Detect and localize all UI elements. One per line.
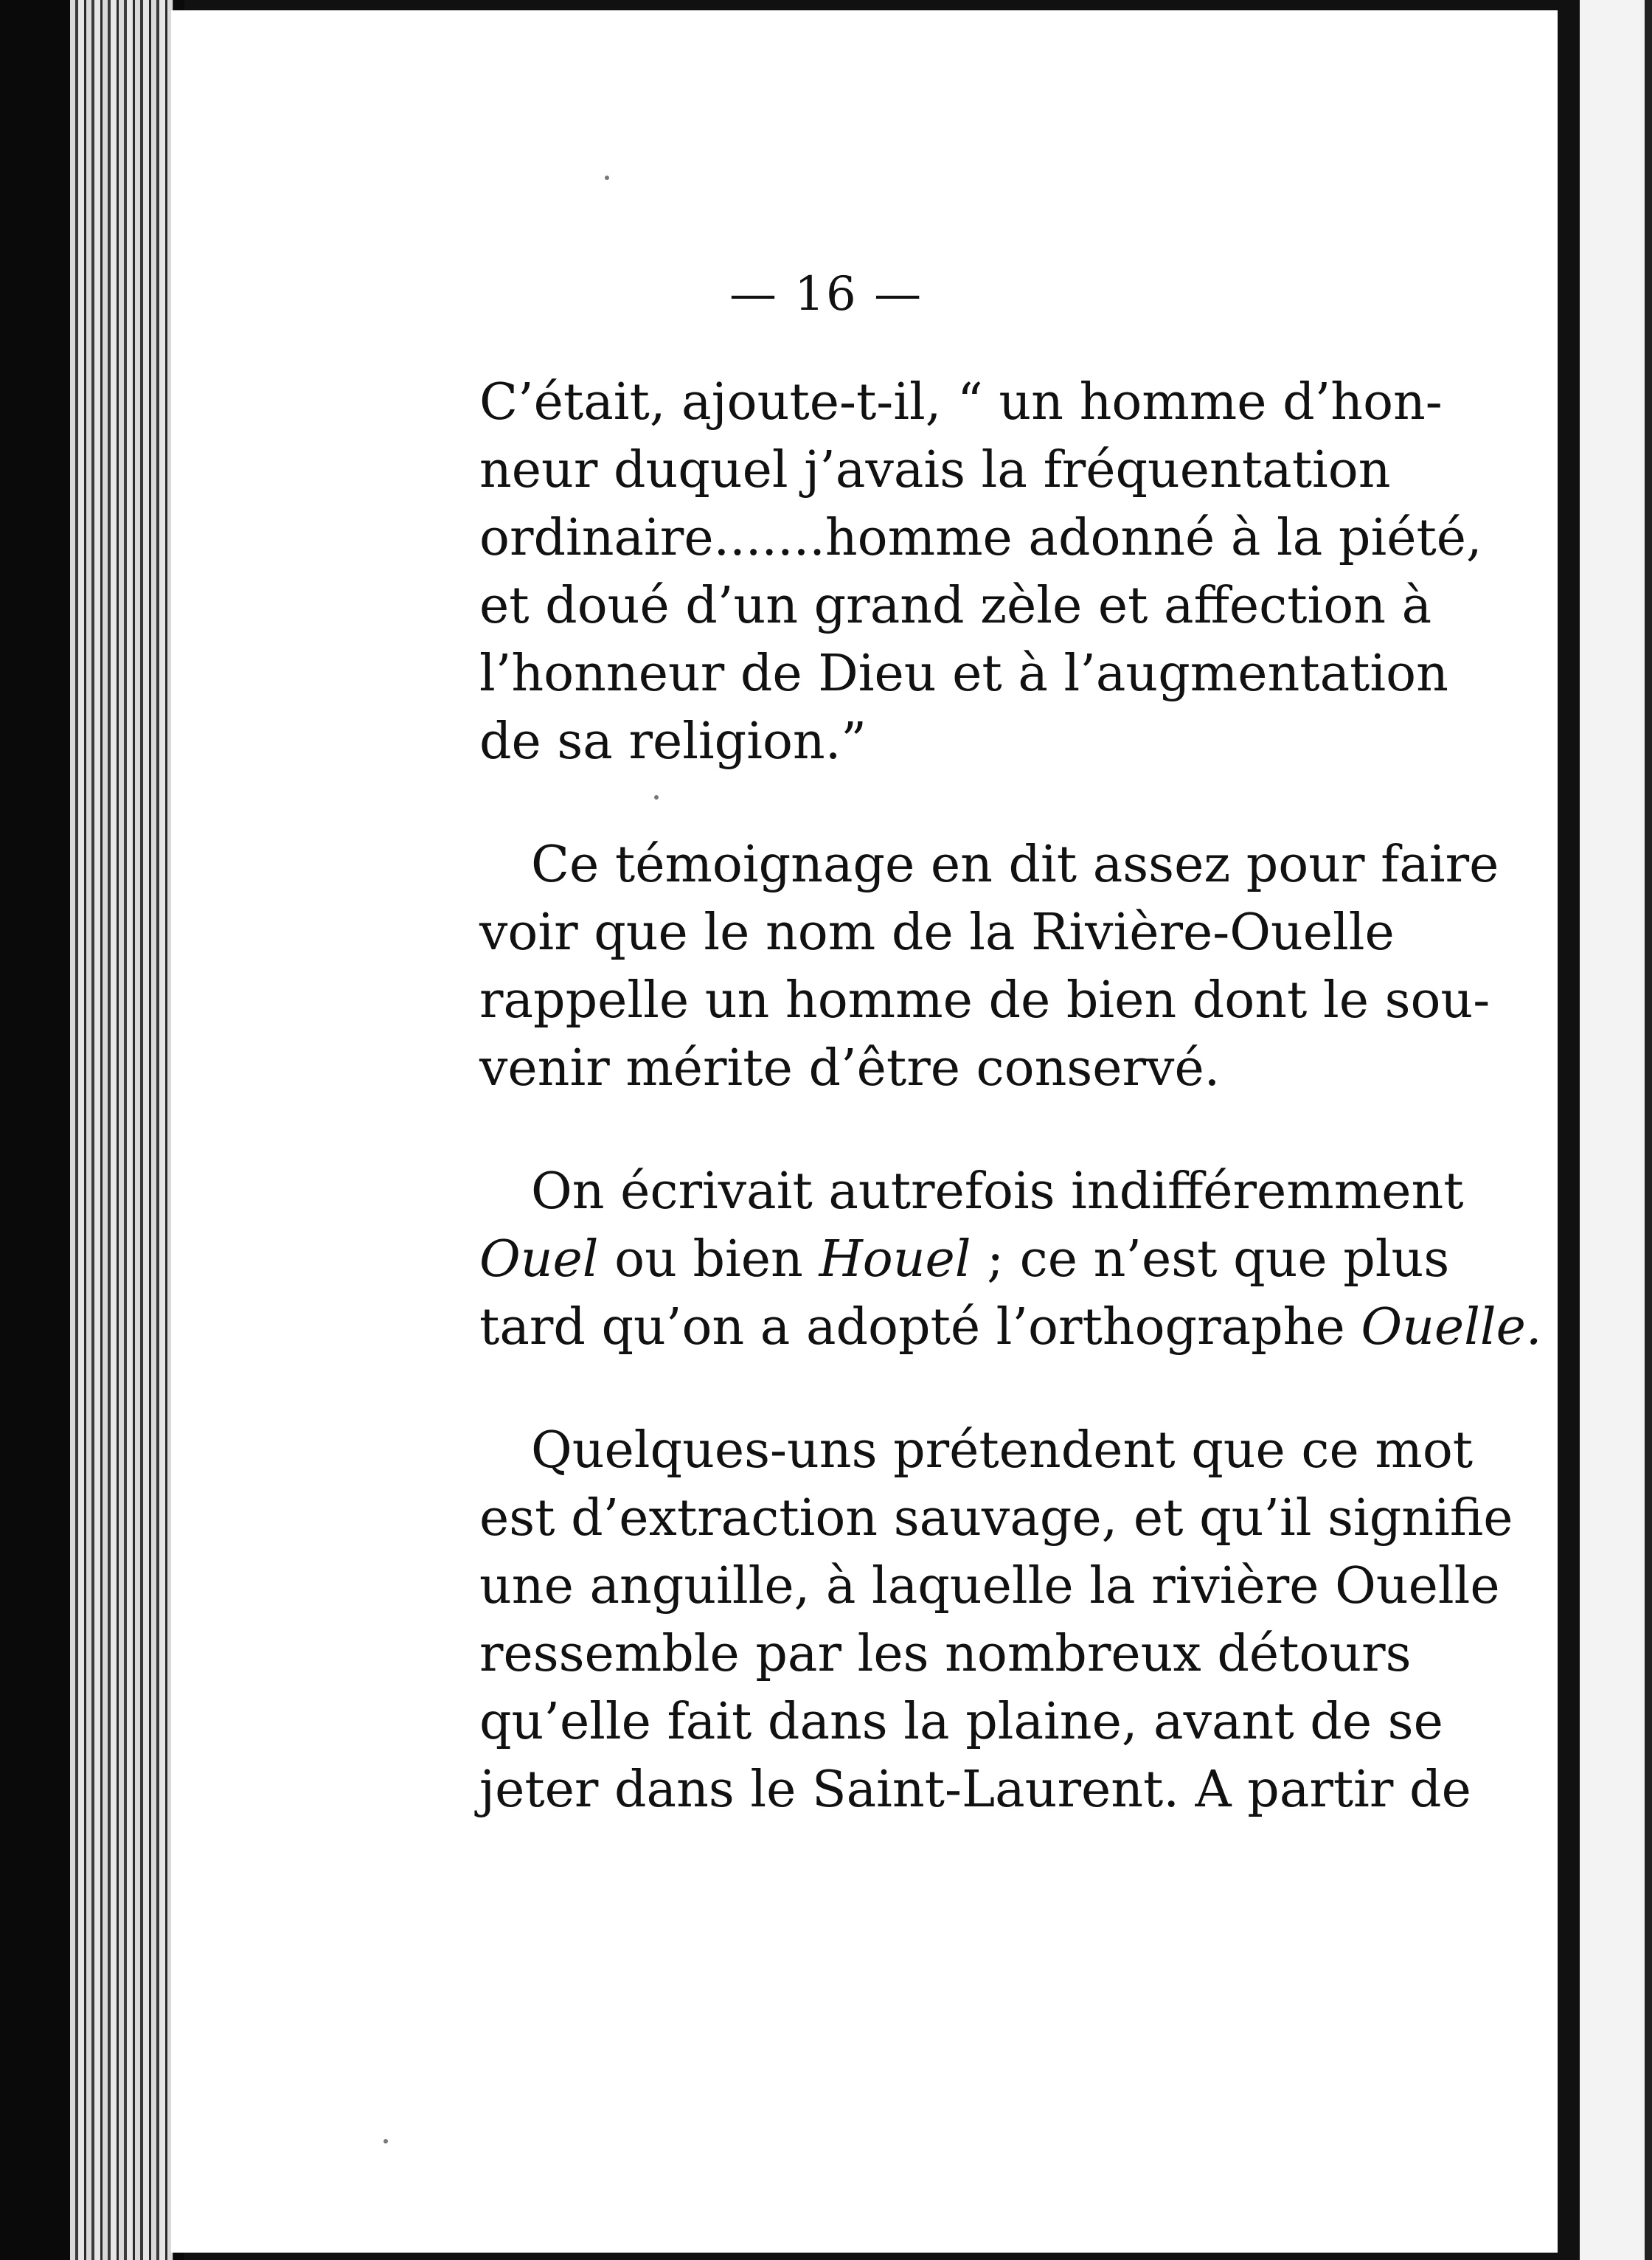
text-line: ressemble par les nombreux détours: [479, 1625, 1412, 1683]
paragraph-3: [479, 1158, 1542, 1362]
scan-speck: [605, 176, 609, 180]
scan-right-shadow: [1558, 0, 1580, 2260]
book-page-edges: [70, 0, 173, 2260]
text-line: l’honneur de Dieu et à l’augmentation: [479, 645, 1448, 703]
page-number: — 16 —: [729, 267, 923, 322]
text-fragment: ou bien: [614, 1230, 803, 1289]
text-fragment: ; ce n’est que plus: [987, 1230, 1450, 1289]
text-line: C’était, ajoute-t-il, “ un homme d’hon-: [479, 373, 1443, 431]
italic-word: Houel: [819, 1230, 971, 1289]
text-line: On écrivait autrefois indifféremment: [531, 1162, 1464, 1221]
text-line: de sa religion.”: [479, 713, 867, 771]
text-line: jeter dans le Saint-Laurent. A partir de: [479, 1761, 1471, 1819]
body-text: [479, 369, 1542, 1879]
italic-word: Ouel: [479, 1230, 599, 1289]
text-line: ordinaire.......homme adonné à la piété,: [479, 509, 1482, 567]
text-line: neur duquel j’avais la fréquentation: [479, 441, 1391, 499]
scan-right-margin: [1580, 0, 1652, 2260]
scan-right-border: [1645, 0, 1652, 2260]
text-line: Quelques-uns prétendent que ce mot: [531, 1421, 1474, 1480]
text-line: venir mérite d’être conservé.: [479, 1039, 1221, 1098]
text-fragment: tard qu’on a adopté l’orthographe: [479, 1298, 1345, 1356]
text-line: rappelle un homme de bien dont le sou-: [479, 971, 1490, 1030]
paragraph-1: [479, 369, 1482, 776]
text-line: est d’extraction sauvage, et qu’il signifie: [479, 1489, 1513, 1547]
text-line: une anguille, à laquelle la rivière Ouelle: [479, 1557, 1500, 1615]
italic-word: Ouelle.: [1361, 1298, 1542, 1356]
text-line: qu’elle fait dans la plaine, avant de se: [479, 1693, 1443, 1751]
paragraph-2: [479, 831, 1499, 1103]
text-line: [479, 1226, 1450, 1294]
scan-speck: [384, 2139, 388, 2143]
text-line: et doué d’un grand zèle et affection à: [479, 577, 1432, 635]
text-line: voir que le nom de la Rivière-Ouelle: [479, 904, 1395, 962]
paragraph-4: [479, 1417, 1513, 1824]
text-line: [479, 1294, 1542, 1362]
text-line: Ce témoignage en dit assez pour faire: [531, 836, 1499, 894]
